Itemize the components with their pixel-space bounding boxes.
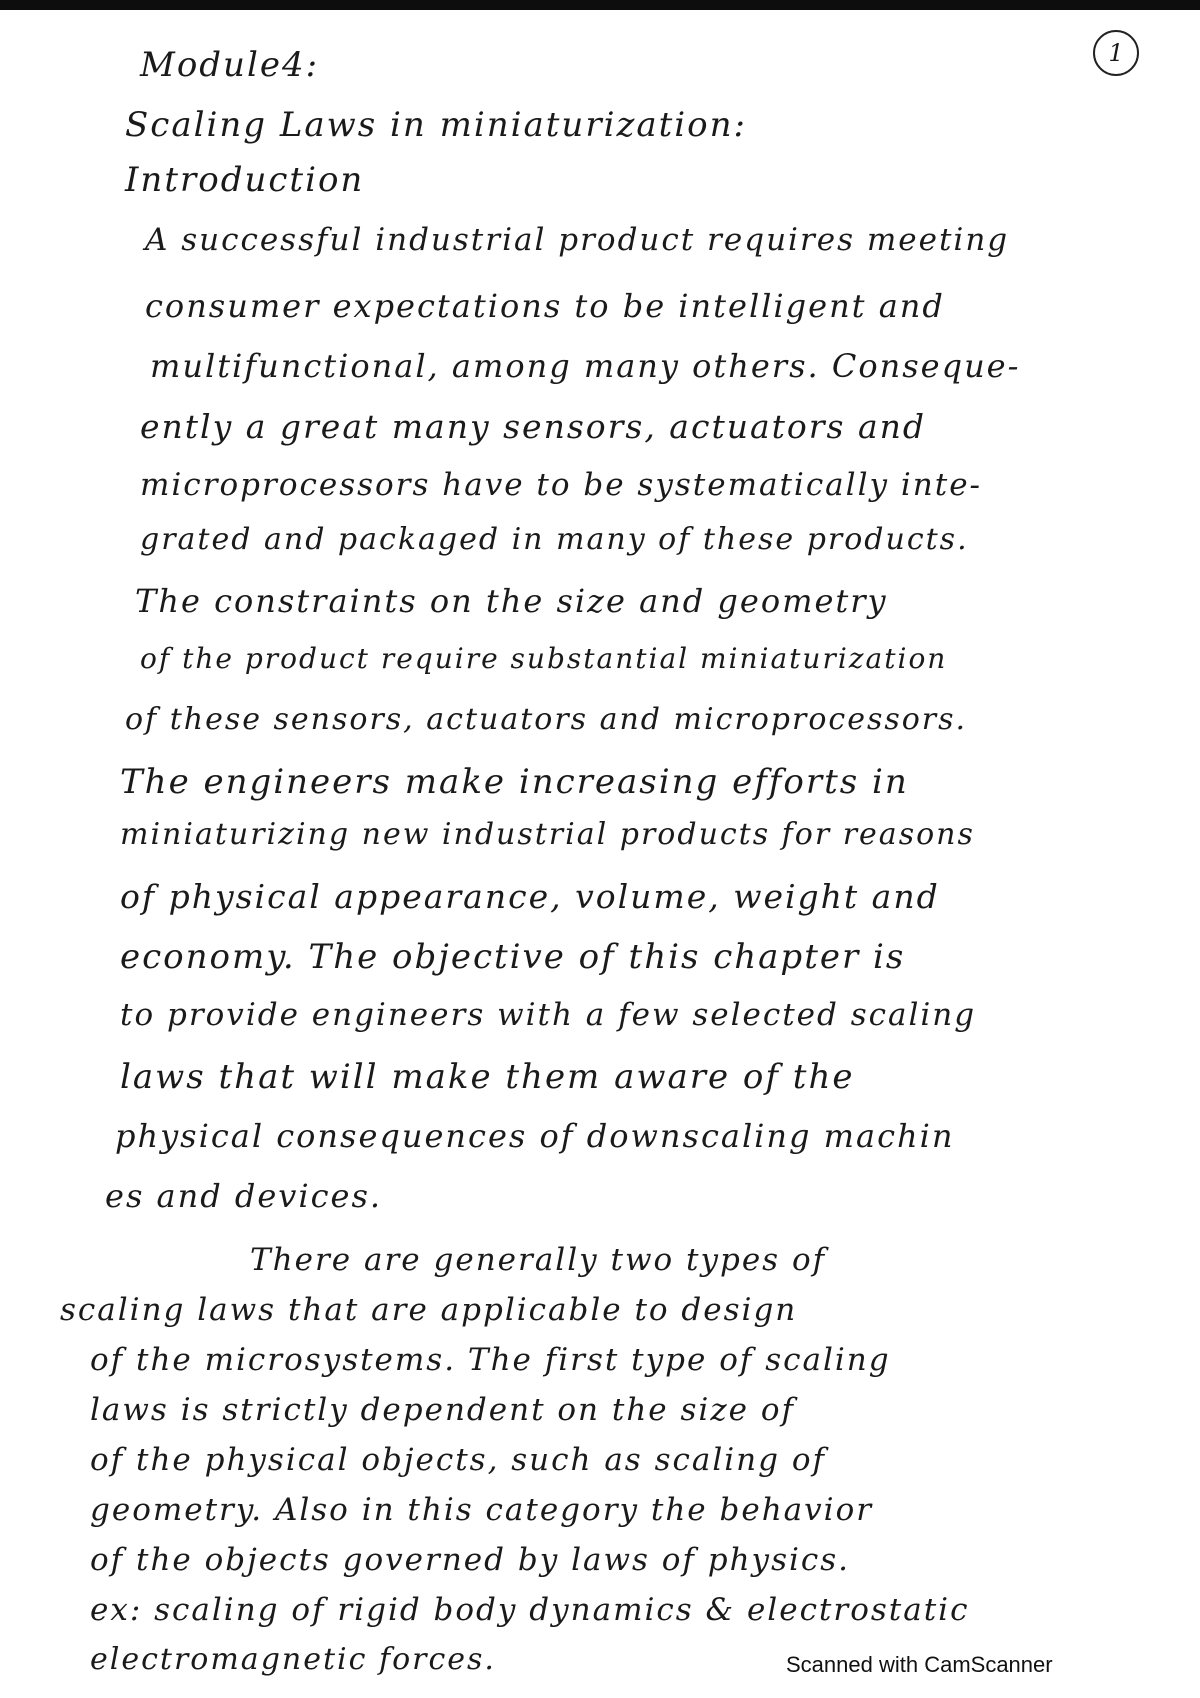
paragraph1-line: consumer expectations to be intelligent and — [145, 287, 945, 325]
paragraph2-line: electromagnetic forces. — [90, 1642, 496, 1677]
paragraph1-line: The engineers make increasing efforts in — [120, 762, 909, 802]
paragraph1-line: of these sensors, actuators and microprocessors. — [125, 702, 968, 737]
paragraph2-line: of the microsystems. The first type of scaling — [90, 1342, 891, 1378]
paragraph1-line: microprocessors have to be systematically inte- — [140, 467, 983, 503]
paragraph2-line: of the physical objects, such as scaling of — [90, 1442, 826, 1478]
paragraph1-line: A successful industrial product requires meeting — [145, 222, 1010, 258]
subsection-title: Introduction — [125, 160, 365, 200]
page-number — [1093, 30, 1139, 76]
paragraph1-line: multifunctional, among many others. Conseque- — [150, 347, 1021, 385]
paragraph1-line: economy. The objective of this chapter is — [120, 937, 906, 977]
paragraph2-line: of the objects governed by laws of physics. — [90, 1542, 851, 1578]
paragraph2-line: scaling laws that are applicable to design — [60, 1292, 798, 1328]
section-title: Scaling Laws in miniaturization: — [125, 105, 747, 145]
paragraph2-line: There are generally two types of — [250, 1242, 827, 1278]
paragraph1-line: physical consequences of downscaling machin — [115, 1117, 955, 1155]
module-title: Module4: — [140, 45, 320, 85]
paragraph1-line: of physical appearance, volume, weight and — [120, 877, 940, 916]
paragraph1-line: grated and packaged in many of these products. — [140, 522, 969, 557]
paragraph1-line: of the product require substantial miniaturization — [140, 642, 948, 675]
camscanner-watermark: Scanned with CamScanner — [786, 1652, 1053, 1677]
page-number-value: 1 — [1108, 39, 1124, 67]
paragraph2-line: laws is strictly dependent on the size of — [90, 1392, 795, 1428]
paragraph2-line: ex: scaling of rigid body dynamics & electrostatic — [90, 1592, 970, 1628]
paragraph1-line: es and devices. — [105, 1177, 383, 1215]
paragraph1-line: The constraints on the size and geometry — [135, 582, 888, 620]
paragraph2-line: geometry. Also in this category the behavior — [90, 1492, 874, 1528]
scan-top-border — [0, 0, 1200, 10]
paragraph1-line: to provide engineers with a few selected scaling — [120, 997, 977, 1033]
paragraph1-line: ently a great many sensors, actuators and — [140, 407, 927, 446]
paragraph1-line: miniaturizing new industrial products for reasons — [120, 817, 975, 852]
paragraph1-line: laws that will make them aware of the — [120, 1057, 855, 1097]
